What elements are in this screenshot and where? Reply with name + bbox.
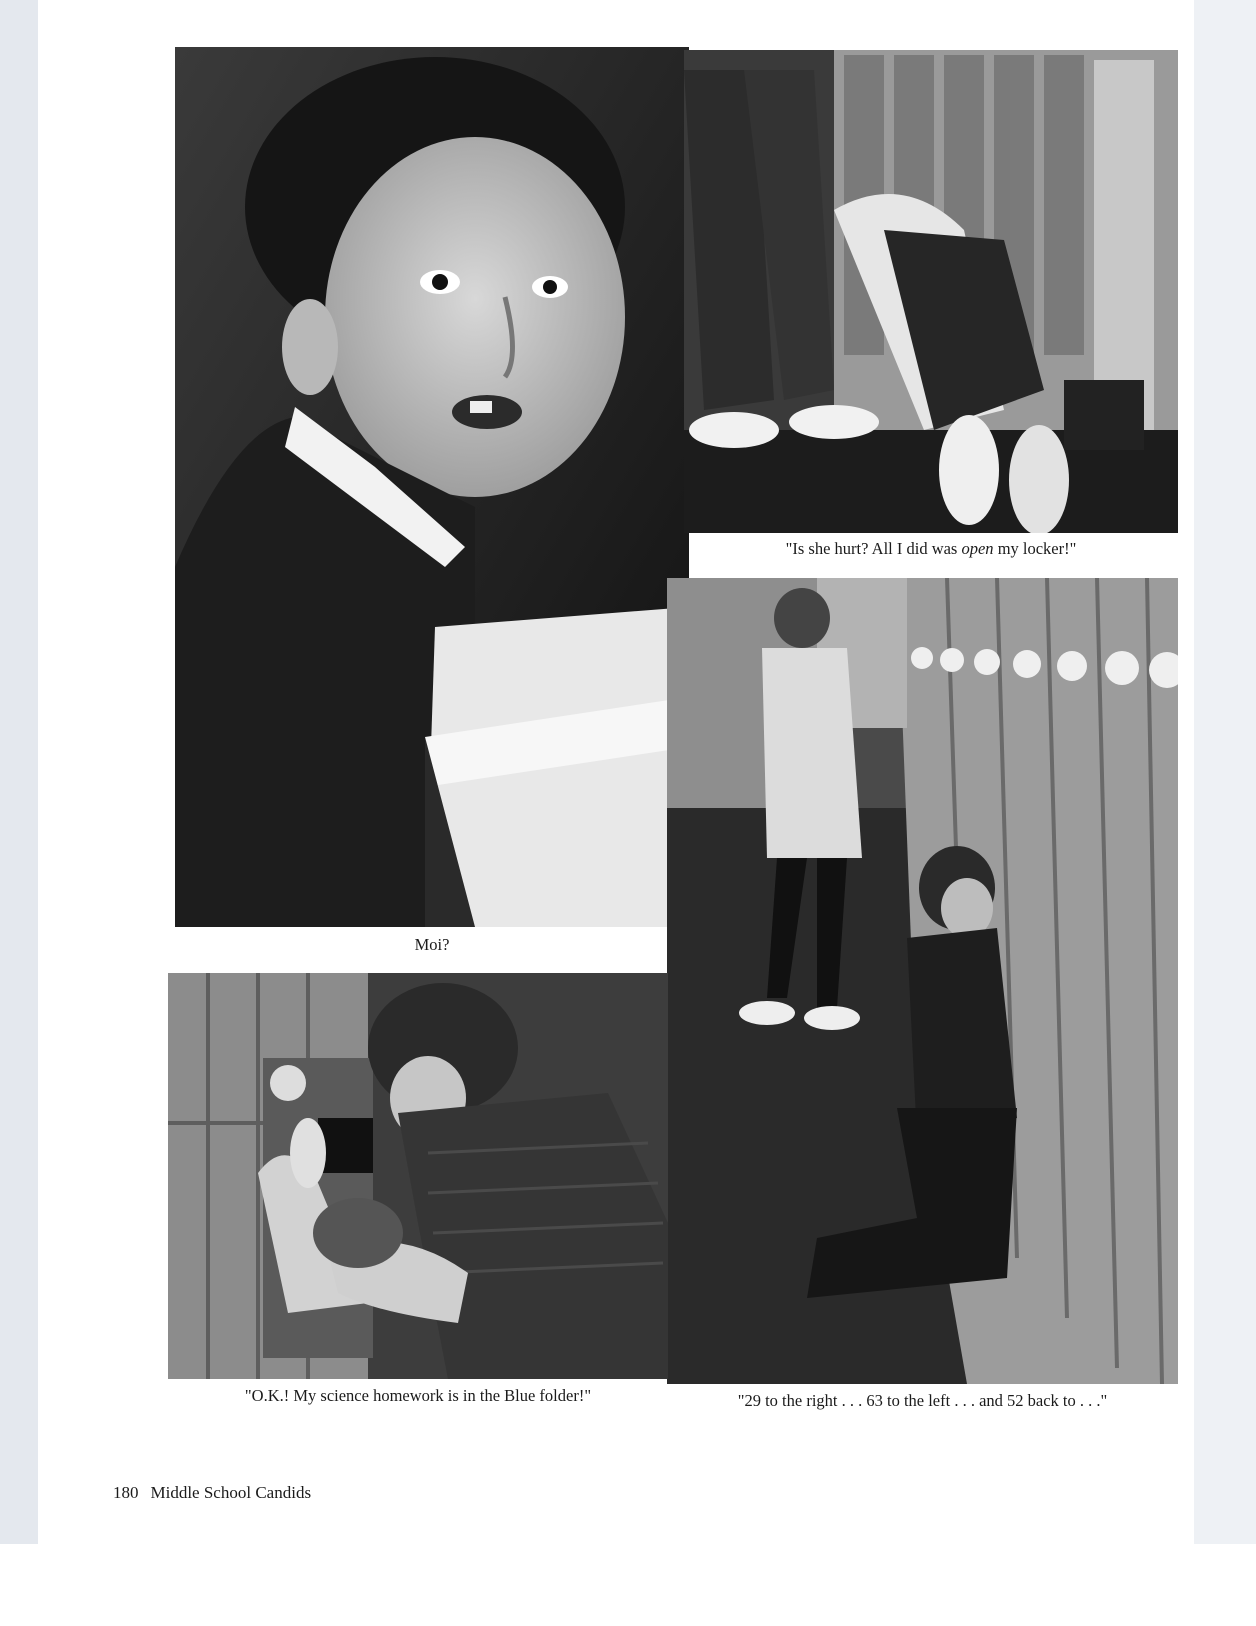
page-number: 180 [113,1483,139,1502]
caption-combination: "29 to the right . . . 63 to the left . . . and 52 back to . . ." [737,1391,1108,1410]
photo-locker-hallway [667,578,1178,1384]
photo-locker-legs [684,50,1178,533]
page-footer [113,1483,311,1503]
scan-edge [1194,0,1256,1544]
photo-boy-portrait [175,47,689,927]
photo-homework-locker [168,973,668,1379]
caption-locker [684,539,1178,559]
caption-homework: "O.K.! My science homework is in the Blue folder!" [244,1386,592,1405]
section-title: Middle School Candids [150,1483,312,1502]
caption-locker-post: my locker!" [993,539,1077,558]
caption-locker-emphasis: open [961,539,994,558]
caption-moi: Moi? [414,935,450,954]
scan-bottom-margin [0,1544,1256,1626]
caption-locker-pre: "Is she hurt? All I did was [785,539,962,558]
